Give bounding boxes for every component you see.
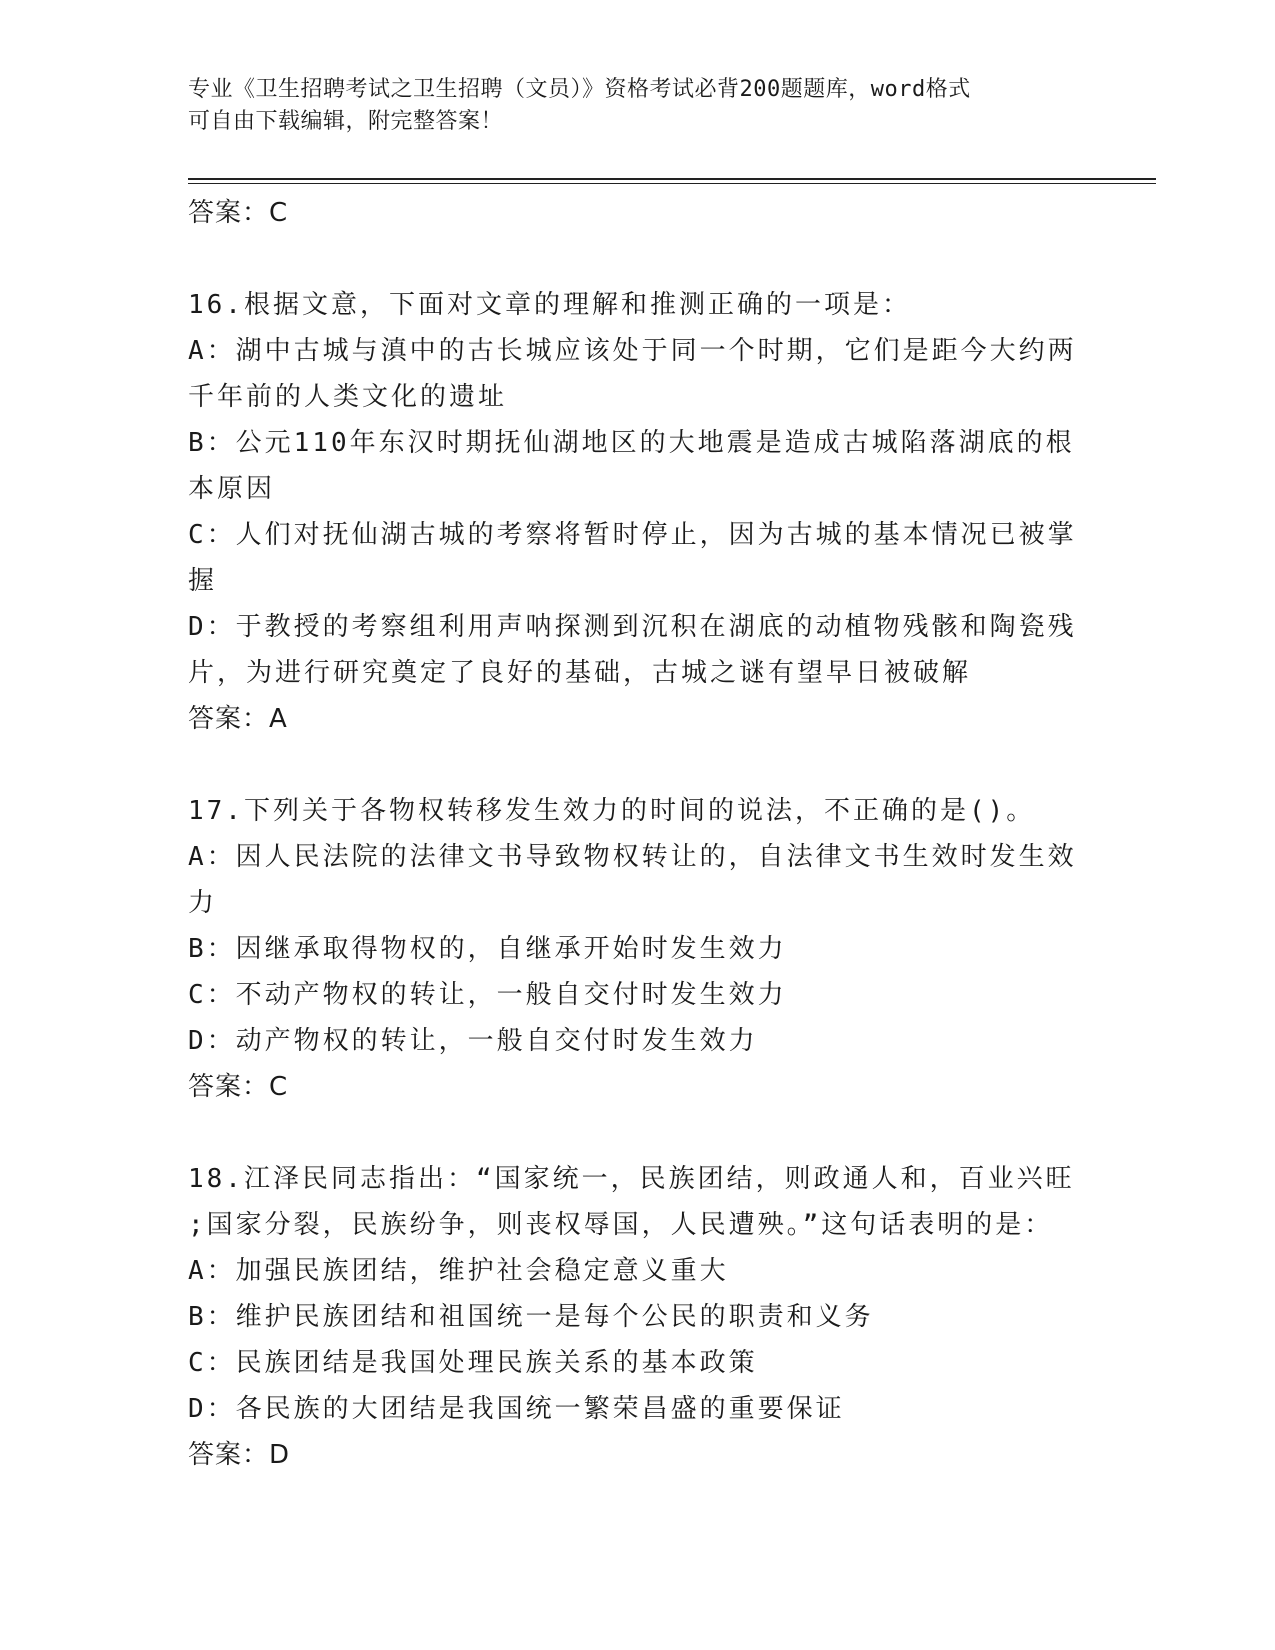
option-c: C：不动产物权的转让，一般自交付时发生效力 [188,980,787,1010]
option-a-cont: 力 [188,888,218,918]
question-stem-cont: ;国家分裂，民族纷争，则丧权辱国，人民遭殃。”这句话表明的是： [188,1210,1054,1240]
option-b: B：维护民族团结和祖国统一是每个公民的职责和义务 [188,1302,874,1332]
header-divider-thin [188,183,1156,184]
option-a-cont: 千年前的人类文化的遗址 [188,382,508,412]
option-b: B：因继承取得物权的，自继承开始时发生效力 [188,934,787,964]
option-c: C：民族团结是我国处理民族关系的基本政策 [188,1348,758,1378]
option-a: A：因人民法院的法律文书导致物权转让的，自法律文书生效时发生效 [188,842,1077,872]
question-stem: 16.根据文意，下面对文章的理解和推测正确的一项是： [188,290,911,320]
question-content [188,190,1088,1478]
option-c-cont: 握 [188,566,218,596]
option-d-cont: 片，为进行研究奠定了良好的基础，古城之谜有望早日被破解 [188,658,972,688]
question-block [188,1156,1088,1478]
option-d: D：各民族的大团结是我国统一繁荣昌盛的重要保证 [188,1394,845,1424]
document-header [188,74,1068,138]
spacer [188,1110,1088,1156]
spacer [188,236,1088,282]
answer-label: 答案：C [188,1072,289,1102]
answer-label: 答案：A [188,704,288,734]
question-stem: 18.江泽民同志指出：“国家统一，民族团结，则政通人和，百业兴旺 [188,1164,1075,1194]
option-d: D：动产物权的转让，一般自交付时发生效力 [188,1026,758,1056]
spacer [188,742,1088,788]
option-b-cont: 本原因 [188,474,276,504]
answer-label: 答案：D [188,1440,291,1470]
header-line-1: 专业《卫生招聘考试之卫生招聘（文员）》资格考试必背200题题库，word格式 [188,77,971,102]
previous-answer: 答案：C [188,198,289,228]
option-a: A：加强民族团结，维护社会稳定意义重大 [188,1256,729,1286]
header-divider-thick [188,178,1156,180]
option-d: D：于教授的考察组利用声呐探测到沉积在湖底的动植物残骸和陶瓷残 [188,612,1077,642]
option-b: B：公元110年东汉时期抚仙湖地区的大地震是造成古城陷落湖底的根 [188,428,1075,458]
question-stem: 17.下列关于各物权转移发生效力的时间的说法，不正确的是()。 [188,796,1036,826]
question-block [188,788,1088,1110]
header-line-2: 可自由下载编辑，附完整答案！ [188,109,504,134]
option-a: A：湖中古城与滇中的古长城应该处于同一个时期，它们是距今大约两 [188,336,1077,366]
question-block [188,282,1088,742]
option-c: C：人们对抚仙湖古城的考察将暂时停止，因为古城的基本情况已被掌 [188,520,1077,550]
